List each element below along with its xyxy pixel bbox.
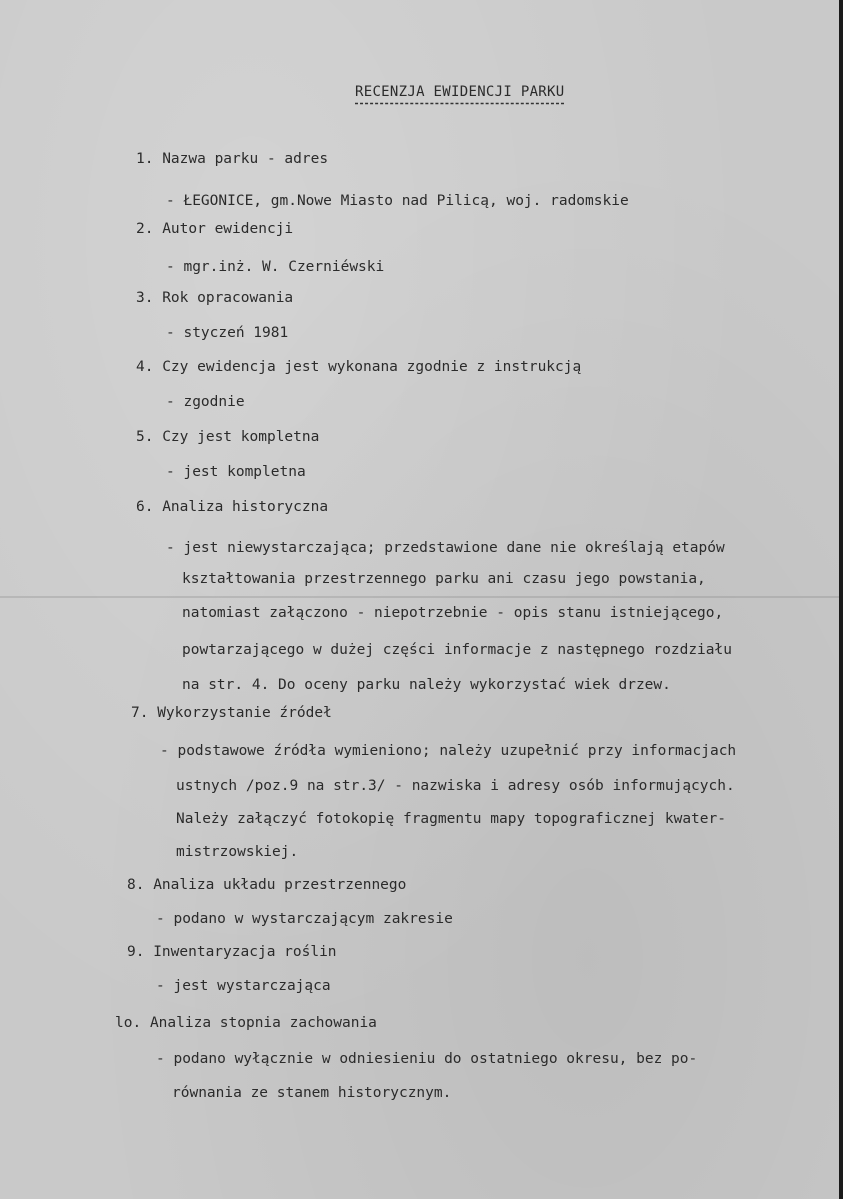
item-3-heading: 3. Rok opracowania xyxy=(136,290,294,306)
item-6-answer-line: natomiast załączono - niepotrzebnie - opis stanu istniejącego, xyxy=(182,605,724,621)
item-3-answer: - styczeń 1981 xyxy=(166,325,289,341)
item-10-answer-line: - podano wyłącznie w odniesieniu do ostatniego okresu, bez po- xyxy=(156,1051,698,1067)
item-6-heading: 6. Analiza historyczna xyxy=(136,499,329,515)
item-9-answer: - jest wystarczająca xyxy=(156,978,331,994)
item-6-answer-line: na str. 4. Do oceny parku należy wykorzystać wiek drzew. xyxy=(182,677,671,693)
item-10-answer-line: równania ze stanem historycznym. xyxy=(172,1085,452,1101)
document-title: RECENZJA EWIDENCJI PARKU xyxy=(355,84,565,100)
paper-fold xyxy=(0,596,839,598)
item-10-heading: lo. Analiza stopnia zachowania xyxy=(115,1015,377,1031)
item-5-answer: - jest kompletna xyxy=(166,464,306,480)
item-4-answer: - zgodnie xyxy=(166,394,245,410)
item-1-answer: - ŁEGONICE, gm.Nowe Miasto nad Pilicą, woj. radomskie xyxy=(166,193,629,209)
item-6-answer-line: kształtowania przestrzennego parku ani czasu jego powstania, xyxy=(182,571,706,587)
item-7-answer-line: mistrzowskiej. xyxy=(176,844,299,860)
item-2-heading: 2. Autor ewidencji xyxy=(136,221,294,237)
item-8-answer: - podano w wystarczającym zakresie xyxy=(156,911,453,927)
item-2-answer: - mgr.inż. W. Czerniéwski xyxy=(166,259,385,275)
item-6-answer-line: powtarzającego w dużej części informacje z następnego rozdziału xyxy=(182,642,732,658)
item-8-heading: 8. Analiza układu przestrzennego xyxy=(127,877,407,893)
item-7-answer-line: ustnych /poz.9 na str.3/ - nazwiska i adresy osób informujących. xyxy=(176,778,735,794)
item-7-answer-line: Należy załączyć fotokopię fragmentu mapy topograficznej kwater- xyxy=(176,811,726,827)
item-1-heading: 1. Nazwa parku - adres xyxy=(136,151,329,167)
item-7-answer-line: - podstawowe źródła wymieniono; należy uzupełnić przy informacjach xyxy=(160,743,737,759)
item-6-answer-line: - jest niewystarczająca; przedstawione dane nie określają etapów xyxy=(166,540,725,556)
item-9-heading: 9. Inwentaryzacja roślin xyxy=(127,944,337,960)
item-5-heading: 5. Czy jest kompletna xyxy=(136,429,320,445)
item-7-heading: 7. Wykorzystanie źródeł xyxy=(131,705,332,721)
item-4-heading: 4. Czy ewidencja jest wykonana zgodnie z instrukcją xyxy=(136,359,582,375)
